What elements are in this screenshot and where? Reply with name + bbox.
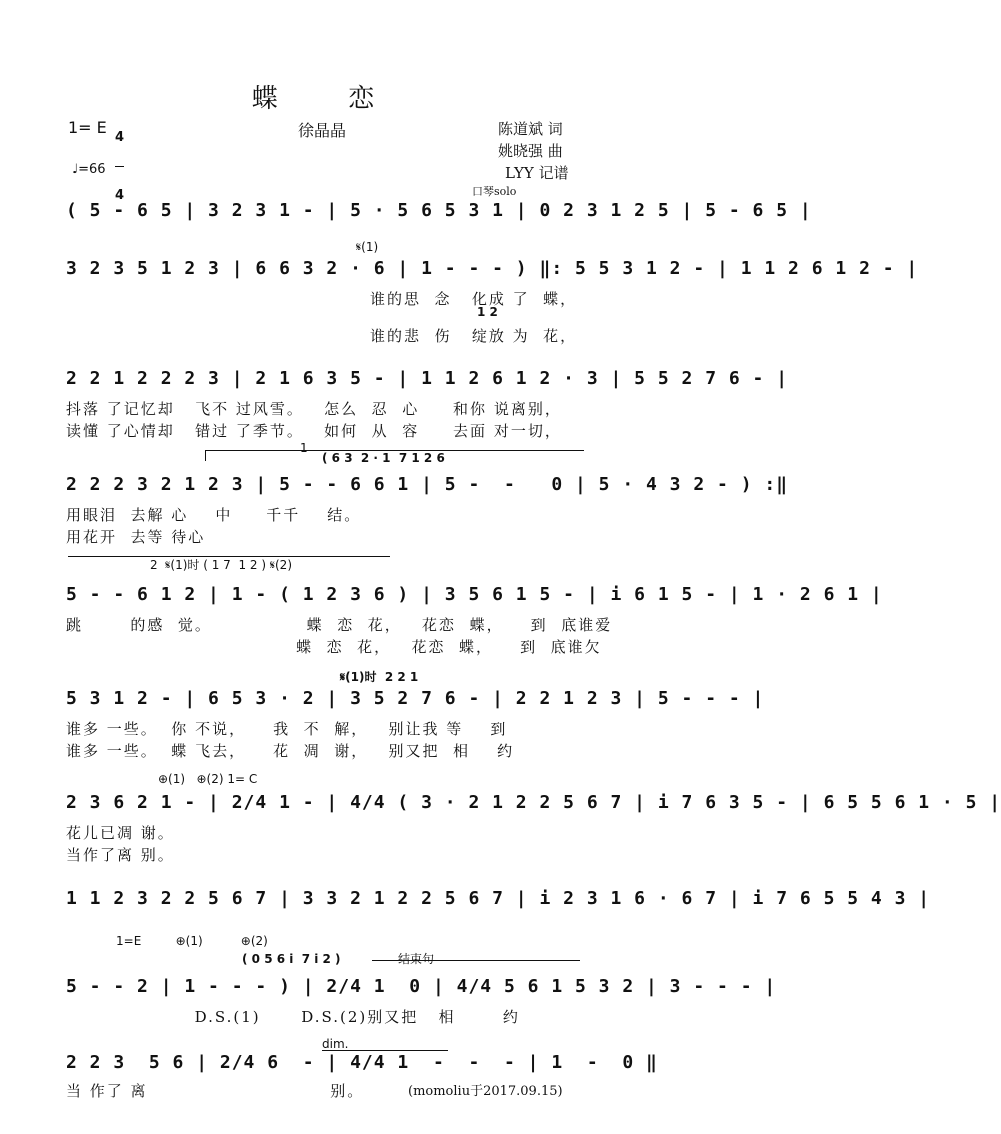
composer: 姚晓强 曲	[498, 142, 563, 160]
time-signature-bottom: 4	[115, 188, 125, 203]
lyric-4-verse-1: 用眼泪 去解 心 中 千千 结。	[66, 506, 362, 524]
coda-marks: ⊕(1) ⊕(2) 1= C	[158, 772, 258, 786]
lyric-10: 当 作了 离 别。	[66, 1082, 365, 1100]
lyric-3-verse-2: 读懂 了心情却 错过 了季节。 如何 从 容 去面 对一切，	[66, 422, 562, 440]
notation-line-4: 2 2 2 3 2 1 2 3 | 5 - - 6 6 1 | 5 - - 0 | 5 · 4 3 2 - ) :‖	[66, 474, 789, 495]
lyric-7-verse-1: 花儿已凋 谢。	[66, 824, 175, 842]
coda-key-marks: 1=E ⊕(1) ⊕(2)	[116, 934, 268, 948]
dim-line	[322, 1050, 448, 1051]
time-signature	[115, 110, 124, 212]
notation-line-10: 2 2 3 5 6 | 2/4 6 - | 4/4 1 - - - | 1 - 0 ‖	[66, 1052, 658, 1073]
lyric-4-verse-2: 用花开 去等 待心	[66, 528, 206, 546]
lyric-9: D.S.(1) D.S.(2)别又把 相 约	[66, 1008, 520, 1026]
notation-line-2: 3 2 3 5 1 2 3 | 6 6 3 2 · 6 | 1 - - - ) ‖: 5 5 3 1 2 - | 1 1 2 6 1 2 - |	[66, 258, 919, 279]
lyric-7-verse-2: 当作了离 别。	[66, 846, 175, 864]
lyric-2-verse-2: 谁的悲 伤 绽放 为 花，	[370, 327, 578, 345]
notation-line-7: 2 3 6 2 1 - | 2/4 1 - | 4/4 ( 3 · 2 1 2 2 5 6 7 | i 7 6 3 5 - | 6 5 5 6 1 · 5 |	[66, 792, 1001, 813]
time-signature-top: 4	[115, 130, 125, 145]
singer: 徐晶晶	[298, 121, 347, 140]
ending-label: 结束句	[398, 952, 435, 966]
alternate-notes: 1 2	[477, 305, 498, 319]
lyric-3-verse-1: 抖落 了记忆却 飞不 过风雪。 怎么 忍 心 和你 说离别，	[66, 400, 562, 418]
notation-line-1: ( 5 - 6 5 | 3 2 3 1 - | 5 · 5 6 5 3 1 | 0 2 3 1 2 5 | 5 - 6 5 |	[66, 200, 812, 221]
key-signature: 1= E	[68, 118, 107, 137]
segno-mark-1: 𝄋(1)	[356, 240, 379, 254]
notation-line-9: 5 - - 2 | 1 - - - ) | 2/4 1 0 | 4/4 5 6 1 5 3 2 | 3 - - - |	[66, 976, 777, 997]
fill-notes-2: ( 0 5 6 i 7 i 2 )	[242, 952, 341, 966]
lyricist: 陈道斌 词	[498, 120, 563, 138]
notation-line-6: 5 3 1 2 - | 6 5 3 · 2 | 3 5 2 7 6 - | 2 2 1 2 3 | 5 - - - |	[66, 688, 765, 709]
lyric-5-verse-2: 蝶 恋 花， 花恋 蝶， 到 底谁欠	[66, 638, 602, 656]
transcription-credit: (momoliu于2017.09.15)	[408, 1084, 563, 1099]
tempo-mark: ♩=66	[72, 162, 106, 177]
notation-line-5: 5 - - 6 1 2 | 1 - ( 1 2 3 6 ) | 3 5 6 1 5 - | i 6 1 5 - | 1 · 2 6 1 |	[66, 584, 883, 605]
fill-notes-1: ( 6 3 2 · 1 7 1 2 6	[322, 451, 445, 465]
lyric-6-verse-1: 谁多 一些。 你 不说， 我 不 解， 别让我 等 到	[66, 720, 508, 738]
segno-fill-marks: 2 𝄋(1)时 ( 1 7 1 2 ) 𝄋(2)	[150, 558, 292, 572]
volta-number-1: 1	[300, 441, 308, 455]
transcriber: LYY 记谱	[505, 164, 569, 182]
notation-line-3: 2 2 1 2 2 2 3 | 2 1 6 3 5 - | 1 1 2 6 1 2 · 3 | 5 5 2 7 6 - |	[66, 368, 789, 389]
lyric-2-verse-1: 谁的思 念 化成 了 蝶，	[370, 290, 578, 308]
segno-mark-2: 𝄋(1)时 2 2 1	[340, 670, 419, 684]
notation-line-8: 1 1 2 3 2 2 5 6 7 | 3 3 2 1 2 2 5 6 7 | i 2 3 1 6 · 6 7 | i 7 6 5 5 4 3 |	[66, 888, 931, 909]
lyric-5-verse-1: 跳 的感 觉。 蝶 恋 花， 花恋 蝶， 到 底谁爱	[66, 616, 613, 634]
dim-mark: dim.	[322, 1037, 349, 1051]
harmonica-solo-mark: 口琴solo	[472, 185, 517, 198]
lyric-6-verse-2: 谁多 一些。 蝶 飞去， 花 凋 谢， 别又把 相 约	[66, 742, 515, 760]
song-title: 蝶 恋	[251, 84, 393, 114]
